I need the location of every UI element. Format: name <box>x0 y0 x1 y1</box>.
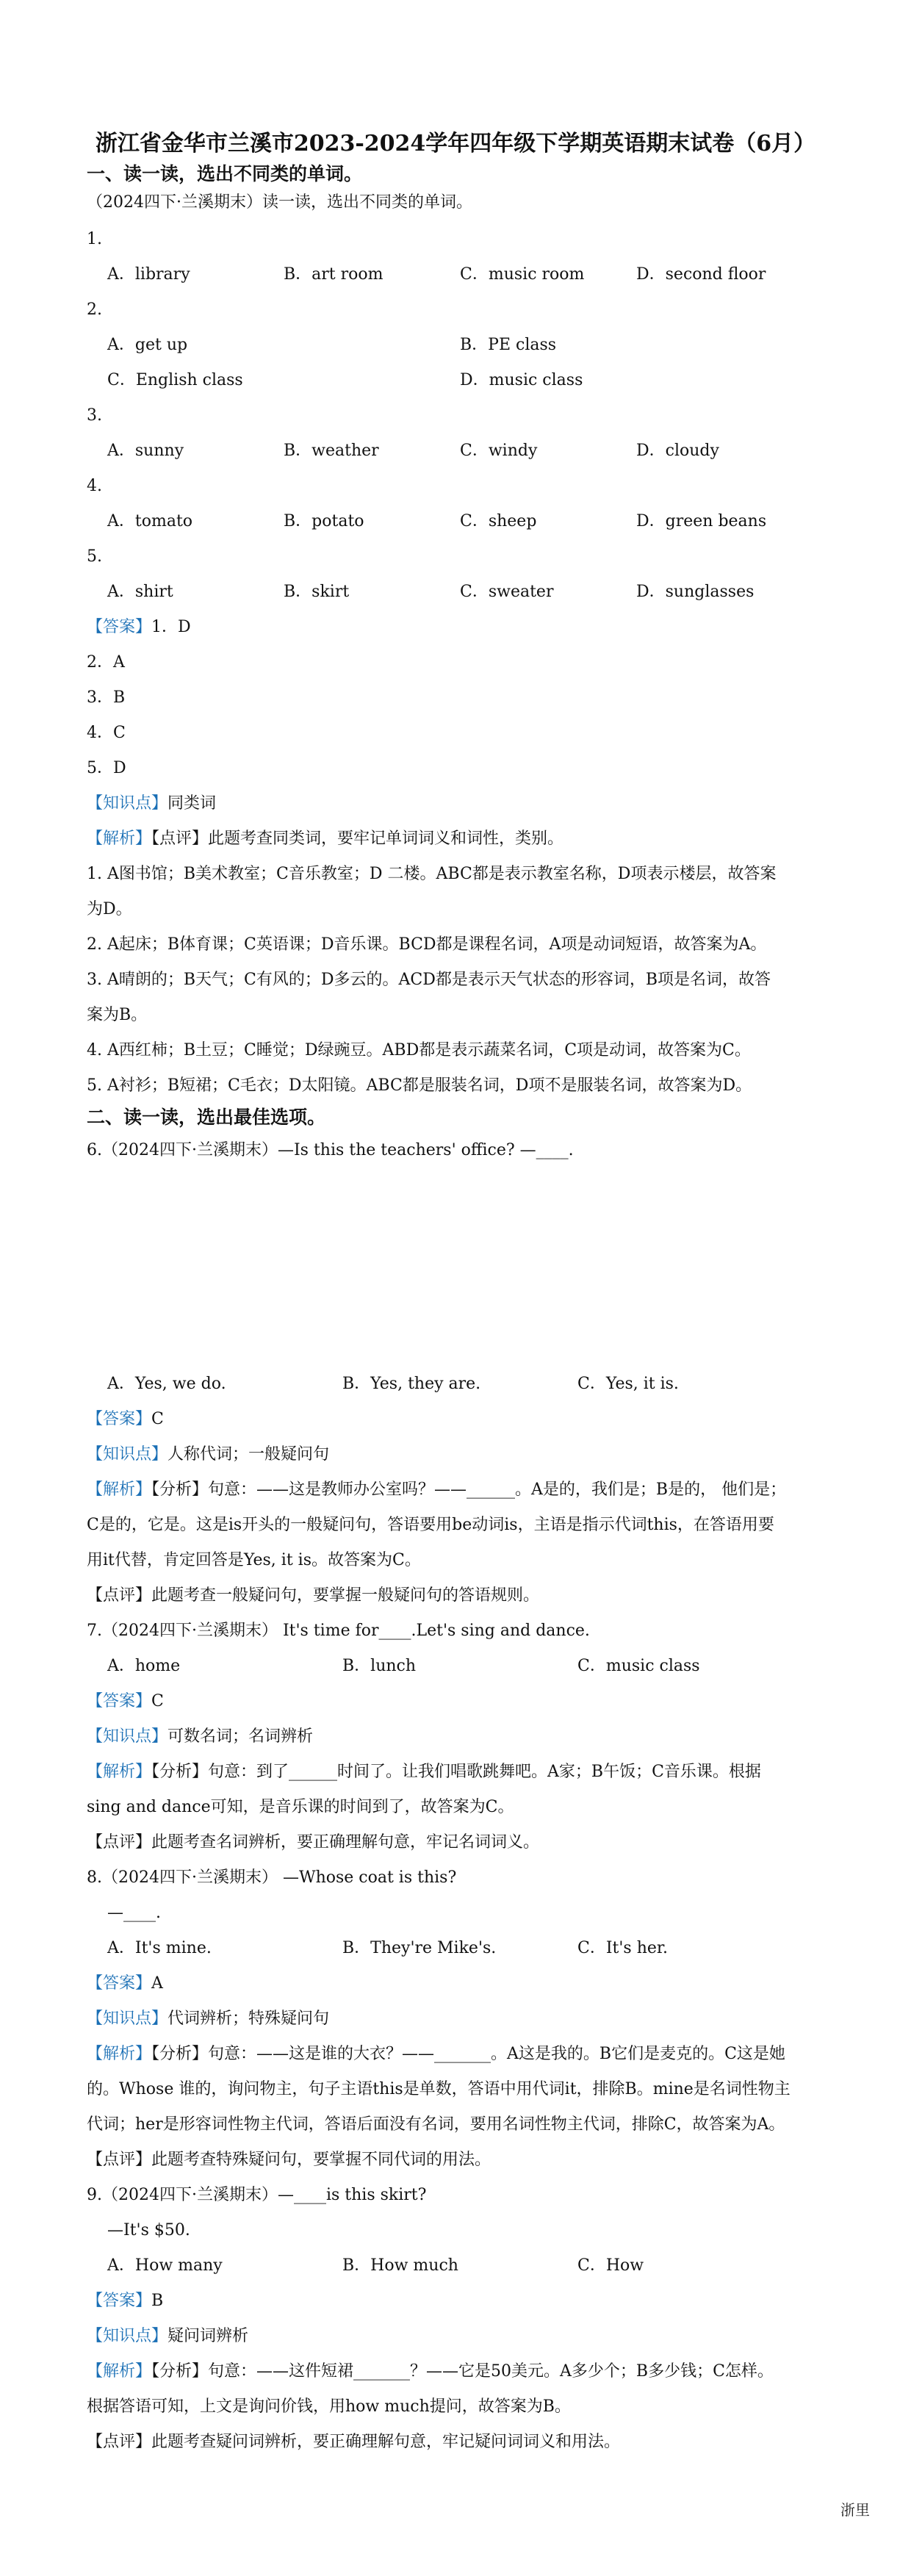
knowledge-value: 代词辨析；特殊疑问句 <box>168 2010 330 2028</box>
analysis-text: 【分析】句意：——这是教师办公室吗？——______。A是的，我们是；B是的， 他们是； <box>151 1481 787 1499</box>
option: D．green beans <box>636 512 767 530</box>
answer-line <box>87 1974 163 1994</box>
question-number: 1. <box>87 230 102 248</box>
knowledge-tag: 【知识点】 <box>87 1445 168 1464</box>
option: C．It's her. <box>577 1939 668 1957</box>
analysis-line <box>87 1762 761 1782</box>
question-stem: 9.（2024四下·兰溪期末）—____is this skirt? <box>87 2186 427 2204</box>
analysis-tag: 【解析】 <box>87 1481 152 1499</box>
knowledge-tag: 【知识点】 <box>87 794 168 813</box>
option: B．potato <box>284 512 364 530</box>
analysis-text: 1. A图书馆；B美术教室；C音乐教室；D 二楼。ABC都是表示教室名称，D项表示楼层，故答案 <box>87 865 777 883</box>
analysis-line <box>87 2361 774 2382</box>
analysis-text: 【分析】句意：——这是谁的大衣？——_______。A这是我的。B它们是麦克的。C这是她 <box>151 2045 785 2063</box>
analysis-line <box>87 1480 786 1500</box>
knowledge-value: 人称代词；一般疑问句 <box>168 1445 330 1464</box>
option: A．Yes, we do. <box>107 1375 226 1393</box>
analysis-text: 5. A衬衫；B短裙；C毛衣；D太阳镜。ABC都是服装名词，D项不是服装名词，故答案为D。 <box>87 1076 752 1095</box>
answer-value: 5．D <box>87 759 126 777</box>
option: C．windy <box>460 442 538 460</box>
option: B．They're Mike's. <box>342 1939 497 1957</box>
answer-value: A <box>151 1974 163 1993</box>
answer-tag: 【答案】 <box>87 1974 152 1993</box>
analysis-text: 用it代替，肯定回答是Yes, it is。故答案为C。 <box>87 1551 421 1569</box>
option: C．How <box>577 2256 644 2275</box>
question-number: 4. <box>87 477 102 495</box>
analysis-text: 案为B。 <box>87 1006 148 1024</box>
analysis-text: 的。Whose 谁的，询问物主，句子主语this是单数，答语中用代词it，排除B。mine是名词性物主 <box>87 2080 791 2098</box>
answer-line <box>87 1691 164 1712</box>
option: B．How much <box>342 2256 458 2275</box>
analysis-text: 【分析】句意：到了______时间了。让我们唱歌跳舞吧。A家；B午饭；C音乐课。根据 <box>151 1763 761 1781</box>
option: D．cloudy <box>636 442 719 460</box>
question-number: 5. <box>87 547 102 566</box>
question-stem: 6.（2024四下·兰溪期末）—Is this the teachers' office? —____. <box>87 1141 574 1159</box>
knowledge-tag: 【知识点】 <box>87 1727 168 1746</box>
option: B．PE class <box>460 336 557 354</box>
analysis-text: C是的，它是。这是is开头的一般疑问句，答语要用be动词is，主语是指示代词this，在答语用要 <box>87 1516 774 1534</box>
comment-text: 【点评】此题考查一般疑问句，要掌握一般疑问句的答语规则。 <box>87 1586 540 1605</box>
answer-value: C <box>151 1692 164 1710</box>
option: C．Yes, it is. <box>577 1375 679 1393</box>
option: A．How many <box>107 2256 223 2275</box>
section2-heading: 二、读一读，选出最佳选项。 <box>87 1107 326 1128</box>
answer-line <box>87 617 191 638</box>
knowledge-line <box>87 2326 248 2347</box>
comment-text: 【点评】此题考查特殊疑问句，要掌握不同代词的用法。 <box>87 2151 491 2169</box>
answer-tag: 【答案】 <box>87 1692 152 1710</box>
knowledge-line <box>87 1444 329 1465</box>
answer-line <box>87 2291 163 2311</box>
comment-text: 【点评】此题考查疑问词辨析，要正确理解句意，牢记疑问词词义和用法。 <box>87 2433 621 2451</box>
option: A．library <box>107 265 190 284</box>
analysis-text: 【分析】句意：——这件短裙_______？——它是50美元。A多少个；B多少钱；C怎样。 <box>151 2362 774 2381</box>
analysis-tag: 【解析】 <box>87 830 152 848</box>
option: A．home <box>107 1657 181 1675</box>
option: B．lunch <box>342 1657 417 1675</box>
answer-value: 1．D <box>151 618 191 636</box>
option: C．music class <box>577 1657 700 1675</box>
question-number: 2. <box>87 301 102 319</box>
option: C．sweater <box>460 583 554 601</box>
option: A．get up <box>107 336 188 354</box>
answer-line <box>87 1409 164 1430</box>
section1-heading: 一、读一读，选出不同类的单词。 <box>87 163 363 184</box>
option: B．weather <box>284 442 379 460</box>
analysis-line <box>87 829 563 849</box>
answer-value: 4．C <box>87 724 126 742</box>
answer-value: 2．A <box>87 653 125 672</box>
knowledge-line <box>87 794 216 814</box>
knowledge-line <box>87 1727 313 1747</box>
question-stem: 7.（2024四下·兰溪期末） It's time for____.Let's sing and dance. <box>87 1622 590 1640</box>
page-title: 浙江省金华市兰溪市2023-2024学年四年级下学期英语期末试卷（6月） <box>95 131 816 156</box>
knowledge-value: 可数名词；名词辨析 <box>168 1727 314 1746</box>
section1-intro: （2024四下·兰溪期末）读一读，选出不同类的单词。 <box>87 193 472 212</box>
option: A．It's mine. <box>107 1939 212 1957</box>
analysis-text: sing and dance可知，是音乐课的时间到了，故答案为C。 <box>87 1798 514 1816</box>
answer-tag: 【答案】 <box>87 2292 152 2310</box>
analysis-text: 为D。 <box>87 900 132 918</box>
knowledge-tag: 【知识点】 <box>87 2327 168 2345</box>
option: D．second floor <box>636 265 766 284</box>
option: A．shirt <box>107 583 173 601</box>
question-stem-reply: —It's $50. <box>107 2221 190 2239</box>
answer-value: B <box>151 2292 164 2310</box>
analysis-text: 根据答语可知，上文是询问价钱，用how much提问，故答案为B。 <box>87 2397 571 2416</box>
analysis-line <box>87 2044 785 2065</box>
knowledge-value: 同类词 <box>168 794 217 813</box>
analysis-text: 代词；her是形容词性物主代词，答语后面没有名词，要用名词性物主代词，排除C，故答案为A。 <box>87 2115 785 2134</box>
option: A．tomato <box>107 512 193 530</box>
analysis-text: 【点评】此题考查同类词，要牢记单词词义和词性，类别。 <box>151 830 564 848</box>
answer-tag: 【答案】 <box>87 1410 152 1428</box>
comment-text: 【点评】此题考查名词辨析，要正确理解句意，牢记名词词义。 <box>87 1833 540 1852</box>
analysis-tag: 【解析】 <box>87 1763 152 1781</box>
option: C．sheep <box>460 512 537 530</box>
analysis-text: 3. A晴朗的；B天气；C有风的；D多云的。ACD都是表示天气状态的形容词，B项是名词，故答 <box>87 971 771 989</box>
knowledge-tag: 【知识点】 <box>87 2010 168 2028</box>
knowledge-value: 疑问词辨析 <box>168 2327 249 2345</box>
answer-value: C <box>151 1410 164 1428</box>
option: D．music class <box>460 371 583 389</box>
question-number: 3. <box>87 406 102 425</box>
answer-value: 3．B <box>87 688 126 707</box>
analysis-tag: 【解析】 <box>87 2362 152 2381</box>
option: B．art room <box>284 265 384 284</box>
option: B．Yes, they are. <box>342 1375 481 1393</box>
analysis-tag: 【解析】 <box>87 2045 152 2063</box>
knowledge-line <box>87 2009 329 2029</box>
option: C．music room <box>460 265 585 284</box>
answer-tag: 【答案】 <box>87 618 152 636</box>
analysis-text: 4. A西红柿；B土豆；C睡觉；D绿豌豆。ABD都是表示蔬菜名词，C项是动词，故答案为C。 <box>87 1041 751 1059</box>
option: D．sunglasses <box>636 583 755 601</box>
option: B．skirt <box>284 583 350 601</box>
option: A．sunny <box>107 442 184 460</box>
analysis-text: 2. A起床；B体育课；C英语课；D音乐课。BCD都是课程名词，A项是动词短语，故答案为A。 <box>87 935 767 954</box>
question-stem: 8.（2024四下·兰溪期末） —Whose coat is this? <box>87 1868 457 1887</box>
page-footer: 浙里 <box>840 2501 870 2519</box>
option: C．English class <box>107 371 243 389</box>
question-stem-reply: —____. <box>107 1904 161 1922</box>
